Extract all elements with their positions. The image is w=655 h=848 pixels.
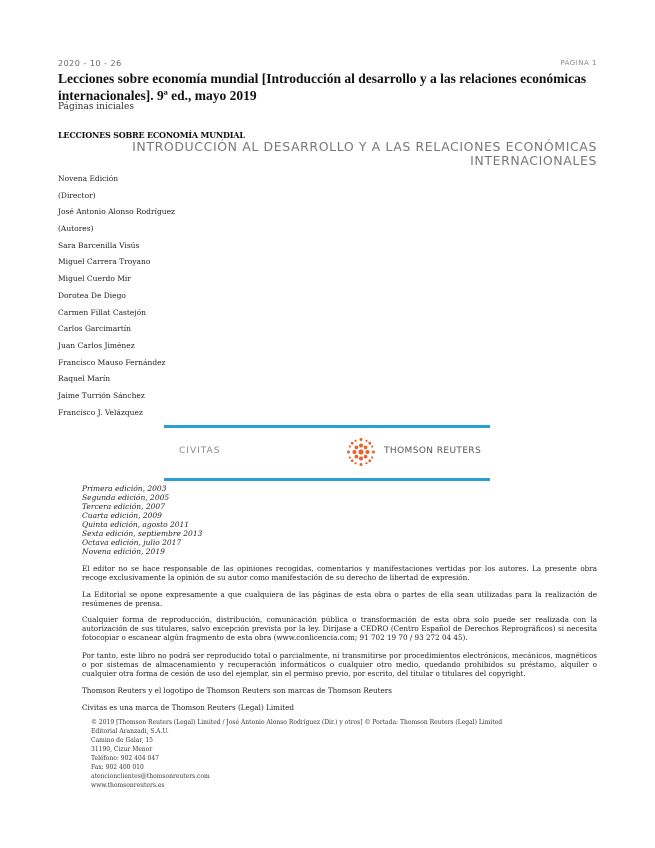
document-subtitle: Páginas iniciales — [58, 102, 134, 112]
banner-bottom-rule — [164, 478, 490, 481]
publisher-website: www.thomsonreuters.es — [91, 782, 165, 789]
publisher-city: 31190, Cizur Menor — [91, 746, 153, 753]
trademark-paragraph: Thomson Reuters y el logotipo de Thomson Reuters son marcas de Thomson Reuters — [82, 686, 392, 695]
civitas-logo: CIVITAS — [179, 446, 221, 456]
thomson-reuters-logo: THOMSON REUTERS — [384, 446, 482, 456]
document-title: Lecciones sobre economía mundial [Introducción al desarrollo y a las relaciones económicas internacionales]. 9ª ed., mayo 2019 — [58, 71, 587, 103]
publisher-email: atencionclientes@thomsonreuters.com — [91, 773, 210, 780]
disclaimer-paragraph: El editor no se hace responsable de las opiniones recogidas, comentarios y manifestaciones vertidas por los autores. La presente obra recoge exclusivamente la opinión de su autor como manifestación de su derecho de libertad de expresión. — [82, 564, 597, 583]
publisher-address: Camino de Galar, 15 — [91, 737, 153, 744]
publisher-fax: Fax: 902 400 010 — [91, 764, 144, 771]
reproduction-paragraph: Cualquier forma de reproducción, distribución, comunicación pública o transformación de esta obra solo puede ser realizada con la autorización de sus titulares, salvo excepción prevista por la ley. Diríjase a CEDRO (Centro Español de Derechos Reprográficos) si necesita fotocopiar o escanear algún fragmento de esta obra (www.conlicencia.com; 91 702 19 70 / 93 272 04 45). — [82, 615, 597, 643]
copyright-paragraph: Por tanto, este libro no podrá ser reproducido total o parcialmente, ni transmitirse por procedimientos electrónicos, mecánicos, magnéticos o por sistemas de almacenamiento y recuperación informáticos o cualquier otro medio, quedando prohibidos su préstamo, alquiler o cualquier otra forma de cesión de uso del ejemplar, sin el permiso previo, por escrito, del titular o titulares del copyright. — [82, 651, 597, 679]
edition-entry: Segunda edición, 2005 — [82, 493, 170, 502]
author-name: Miguel Cuerdo Mir — [58, 274, 131, 284]
author-name: Sara Barcenilla Visús — [58, 240, 140, 250]
author-name: Dorotea De Diego — [58, 290, 126, 300]
author-name: Juan Carlos Jiménez — [58, 340, 135, 350]
role-label: (Director) — [58, 190, 96, 200]
author-name: Miguel Carrera Troyano — [58, 257, 151, 267]
edition-entry: Novena edición, 2019 — [82, 547, 165, 556]
edition-label: Novena Edición — [58, 174, 119, 183]
edition-entry: Tercera edición, 2007 — [82, 502, 165, 511]
edition-history — [82, 484, 202, 556]
author-name: Jaime Turrión Sánchez — [58, 390, 145, 400]
banner-top-rule — [164, 425, 490, 428]
copyright-line: © 2019 [Thomson Reuters (Legal) Limited / José Antonio Alonso Rodríguez (Dir.) y otros] © Portada: Thomson Reuters (Legal) Limited — [91, 719, 503, 726]
publisher-logo-banner — [164, 425, 490, 481]
edition-entry: Quinta edición, agosto 2011 — [82, 520, 190, 529]
thomson-reuters-dots-icon — [344, 435, 378, 469]
publisher-info — [91, 718, 502, 790]
author-list — [58, 175, 358, 425]
edition-entry: Cuarta edición, 2009 — [82, 511, 162, 520]
book-title: LECCIONES SOBRE ECONOMÍA MUNDIAL — [58, 130, 245, 140]
page-number: PÁGINA 1 — [560, 59, 597, 67]
author-name: Francisco J. Velázquez — [58, 407, 143, 417]
edition-entry: Octava edición, julio 2017 — [82, 538, 182, 547]
press-paragraph: La Editorial se opone expresamente a que cualquiera de las páginas de esta obra o partes de ella sean utilizadas para la realización de resúmenes de prensa. — [82, 590, 597, 609]
role-label: (Autores) — [58, 224, 94, 234]
author-name: Raquel Marín — [58, 374, 111, 384]
author-name: Carlos Garcimartín — [58, 324, 132, 334]
civitas-trademark-paragraph: Civitas es una marca de Thomson Reuters (Legal) Limited — [82, 703, 295, 712]
document-date: 2020 - 10 - 26 — [58, 59, 122, 68]
author-name: Carmen Fillat Castejón — [58, 307, 147, 317]
book-subtitle: INTRODUCCIÓN AL DESARROLLO Y A LAS RELACIONES ECONÓMICAS INTERNACIONALES — [132, 139, 597, 168]
publisher-phone: Teléfono: 902 404 047 — [91, 755, 159, 762]
author-name: Francisco Mauso Fernández — [58, 357, 166, 367]
edition-entry: Sexta edición, septiembre 2013 — [82, 529, 203, 538]
author-name: José Antonio Alonso Rodríguez — [58, 207, 175, 217]
publisher-name: Editorial Aranzadi, S.A.U. — [91, 728, 169, 735]
edition-entry: Primera edición, 2003 — [82, 484, 167, 493]
